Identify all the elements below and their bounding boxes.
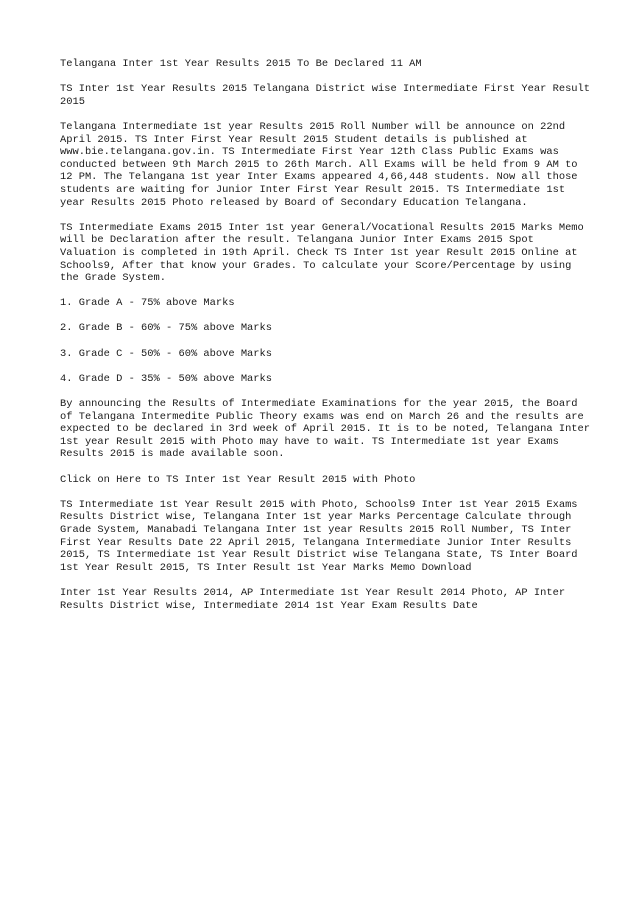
document-page	[60, 58, 590, 625]
keywords-2014: Inter 1st Year Results 2014, AP Intermediate 1st Year Result 2014 Photo, AP Inter Results District wise, Intermediate 2014 1st Year Exam Results Date	[60, 586, 566, 612]
grade-item: 1. Grade A - 75% above Marks	[60, 297, 235, 310]
document-subtitle: TS Inter 1st Year Results 2015 Telangana District wise Intermediate First Year Result 2015	[60, 83, 591, 108]
grade-item: 2. Grade B - 60% - 75% above Marks	[60, 322, 273, 335]
document-title: Telangana Inter 1st Year Results 2015 To Be Declared 11 AM	[60, 58, 422, 70]
paragraph-exams: TS Intermediate Exams 2015 Inter 1st year General/Vocational Results 2015 Marks Memo will be Declaration after the result. Telangana Junior Inter Exams 2015 Spot Valuation is completed in 19th April. Check TS Inter 1st year Result 2015 Online at Schools9, After that know your Grades. To calculate your Score/Percentage by using the Grade System.	[60, 221, 584, 285]
click-here-link[interactable]: Click on Here to TS Inter 1st Year Result 2015 with Photo	[60, 473, 416, 486]
paragraph-intro: Telangana Intermediate 1st year Results 2015 Roll Number will be announce on 22nd April 2015. TS Inter First Year Result 2015 Student details is published at www.bie.telangana.gov.in. TS Intermediate First Year 12th Class Public Exams was conducted between 9th March 2015 to 26th March. All Exams will be held from 9 AM to 12 PM. The Telangana 1st year Inter Exams appeared 4,66,448 students. Now all those students are waiting for Junior Inter First Year Result 2015. TS Intermediate 1st year Results 2015 Photo released by Board of Secondary Education Telangana.	[60, 120, 578, 209]
grade-item: 4. Grade D - 35% - 50% above Marks	[60, 372, 273, 385]
keywords-2015: TS Intermediate 1st Year Result 2015 with Photo, Schools9 Inter 1st Year 2015 Exams Results District wise, Telangana Inter 1st year Marks Percentage Calculate through Grade System, Manabadi Telangana Inter 1st year Results 2015 Roll Number, TS Inter First Year Results Date 22 April 2015, Telangana Intermediate Junior Inter Results 2015, TS Intermediate 1st Year Result District wise Telangana State, TS Inter Board 1st Year Result 2015, TS Inter Result 1st Year Marks Memo Download	[60, 498, 578, 574]
paragraph-announcement: By announcing the Results of Intermediate Examinations for the year 2015, the Board of Telangana Intermedite Public Theory exams was end on March 26 and the results are expected to be declared in 3rd week of April 2015. It is to be noted, Telangana Inter 1st year Result 2015 with Photo may have to wait. TS Intermediate 1st year Exams Results 2015 is made available soon.	[60, 398, 591, 461]
grade-item: 3. Grade C - 50% - 60% above Marks	[60, 347, 273, 360]
